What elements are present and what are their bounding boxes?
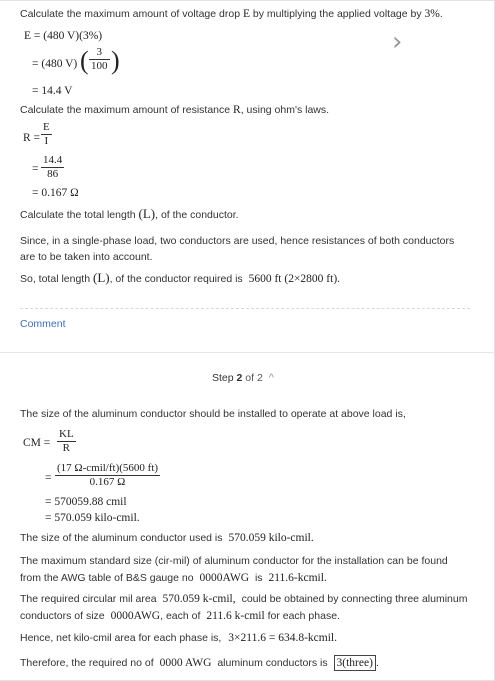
max-size-line2: from the AWG table of B&S gauge no 0000AWG is 211.6-kcmil. [20,572,327,584]
size-line: The size of the aluminum conductor used is 570.059 kilo-cmil. [20,532,314,544]
required-line1: The required circular mil area 570.059 k-cmil, could be obtained by connecting three aluminum [20,593,468,605]
step-separator [0,352,495,353]
eq1-line2: = (480 V) [32,58,78,70]
max-size-line1: The maximum standard size (cir-mil) of aluminum conductor for the installation can be found [20,555,448,567]
divider-dashed [20,308,470,309]
step-indicator[interactable]: Step 2 of 2 ^ [212,372,274,384]
cm-eq: = [45,472,52,484]
required-line2: conductors of size 0000AWG, each of 211.6 k-cmil for each phase. [20,610,340,622]
eq2-result: = 0.167 Ω [32,187,79,199]
conclusion-line: Therefore, the required no of 0000 AWG aluminum conductors is 3(three) . [20,657,379,669]
cm-fraction2: (17 Ω-cmil/ft)(5600 ft) 0.167 Ω [57,462,159,488]
cm-line4: = 570.059 kilo-cmil. [45,512,140,524]
cm-lhs: CM = [23,437,51,449]
answer-box: 3(three) [334,655,376,671]
eq1-open-paren: ( [80,46,89,75]
voltage-drop-intro: Calculate the maximum amount of voltage drop E by multiplying the applied voltage by 3%. [20,8,443,20]
chevron-up-icon[interactable]: ^ [268,372,274,384]
total-length-line: So, total length (L), of the conductor required is 5600 ft (2×2800 ft). [20,270,341,285]
cm-line3: = 570059.88 cmil [45,496,127,508]
since-line1: Since, in a single-phase load, two conductors are used, hence resistances of both conductors [20,235,455,247]
eq1-line1: E = (480 V)(3%) [24,30,103,42]
eq1-line3: = 14.4 V [32,85,73,97]
eq2-fraction: $\frac{E}{I}$ [43,121,50,147]
cm-fraction: $\frac{KL}{R}$ [59,428,74,454]
net-area-line: Hence, net kilo-cmil area for each phase is, 3×211.6 = 634.8-kcmil. [20,632,337,644]
eq1-fraction: $\frac{3}{100}$ [91,46,108,72]
eq1-close-paren: ) [111,46,120,75]
eq2-lhs: R = [23,132,41,144]
comment-link[interactable]: Comment [20,318,66,330]
eq2-fraction2: $\frac{14.4}{86}$ [43,154,63,180]
eq2-eq: = [32,163,39,175]
chevron-right-icon[interactable]: › [392,27,403,57]
resistance-intro: Calculate the maximum amount of resistance R, using ohm's laws. [20,104,330,116]
step2-intro: The size of the aluminum conductor should be installed to operate at above load is, [20,408,406,420]
since-line2: are to be taken into account. [20,251,153,263]
length-intro: Calculate the total length (L), of the conductor. [20,206,239,221]
